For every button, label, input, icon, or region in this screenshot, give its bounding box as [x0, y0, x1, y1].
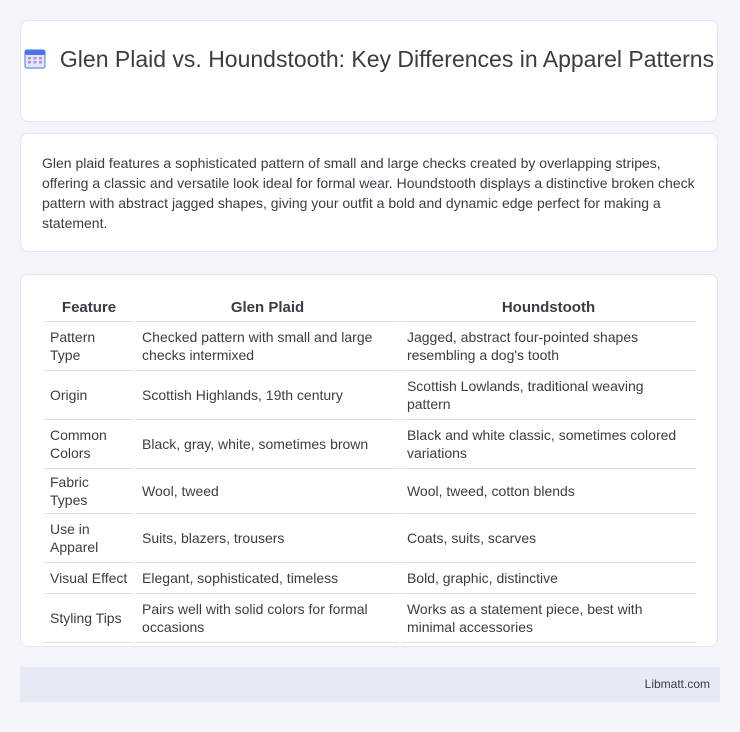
feature-cell: Visual Effect — [44, 563, 134, 594]
feature-cell: Origin — [44, 371, 134, 420]
calendar-icon — [24, 47, 46, 69]
houndstooth-cell: Jagged, abstract four-pointed shapes resembling a dog's tooth — [401, 322, 696, 371]
houndstooth-cell: Works as a statement piece, best with minimal accessories — [401, 594, 696, 643]
houndstooth-cell: Bold, graphic, distinctive — [401, 563, 696, 594]
feature-cell: Styling Tips — [44, 594, 134, 643]
table-row — [44, 469, 696, 514]
houndstooth-cell: Coats, suits, scarves — [401, 514, 696, 563]
summary-text: Glen plaid features a sophisticated pattern of small and large checks created by overlapping stripes, offering a classic and versatile look ideal for formal wear. Houndstooth displays a distinctive broken check pattern with abstract jagged shapes, giving your outfit a bold and dynamic edge perfect for making a statement. — [42, 155, 695, 231]
table-card — [20, 274, 718, 647]
table-row — [44, 420, 696, 469]
header-houndstooth: Houndstooth — [401, 293, 696, 322]
table-row — [44, 322, 696, 371]
footer-bar — [20, 667, 720, 702]
feature-cell: Use in Apparel — [44, 514, 134, 563]
glen-plaid-cell: Suits, blazers, trousers — [136, 514, 399, 563]
feature-cell: Pattern Type — [44, 322, 134, 371]
footer-brand-link[interactable]: Libmatt.com — [644, 677, 710, 691]
houndstooth-cell: Scottish Lowlands, traditional weaving pattern — [401, 371, 696, 420]
summary-card — [20, 133, 718, 252]
glen-plaid-cell: Scottish Highlands, 19th century — [136, 371, 399, 420]
comparison-table — [42, 293, 698, 643]
houndstooth-cell: Wool, tweed, cotton blends — [401, 469, 696, 514]
houndstooth-cell: Black and white classic, sometimes colored variations — [401, 420, 696, 469]
header-glen-plaid: Glen Plaid — [136, 293, 399, 322]
table-row — [44, 371, 696, 420]
table-row — [44, 563, 696, 594]
page-title: Glen Plaid vs. Houndstooth: Key Differences in Apparel Patterns — [59, 46, 715, 72]
title-card — [20, 20, 718, 122]
table-row — [44, 514, 696, 563]
table-header-row — [44, 293, 696, 322]
feature-cell: Common Colors — [44, 420, 134, 469]
header-feature: Feature — [44, 293, 134, 322]
page-title-wrap — [21, 44, 717, 74]
feature-cell: Fabric Types — [44, 469, 134, 514]
glen-plaid-cell: Checked pattern with small and large checks intermixed — [136, 322, 399, 371]
glen-plaid-cell: Pairs well with solid colors for formal occasions — [136, 594, 399, 643]
glen-plaid-cell: Black, gray, white, sometimes brown — [136, 420, 399, 469]
glen-plaid-cell: Elegant, sophisticated, timeless — [136, 563, 399, 594]
table-row — [44, 594, 696, 643]
glen-plaid-cell: Wool, tweed — [136, 469, 399, 514]
